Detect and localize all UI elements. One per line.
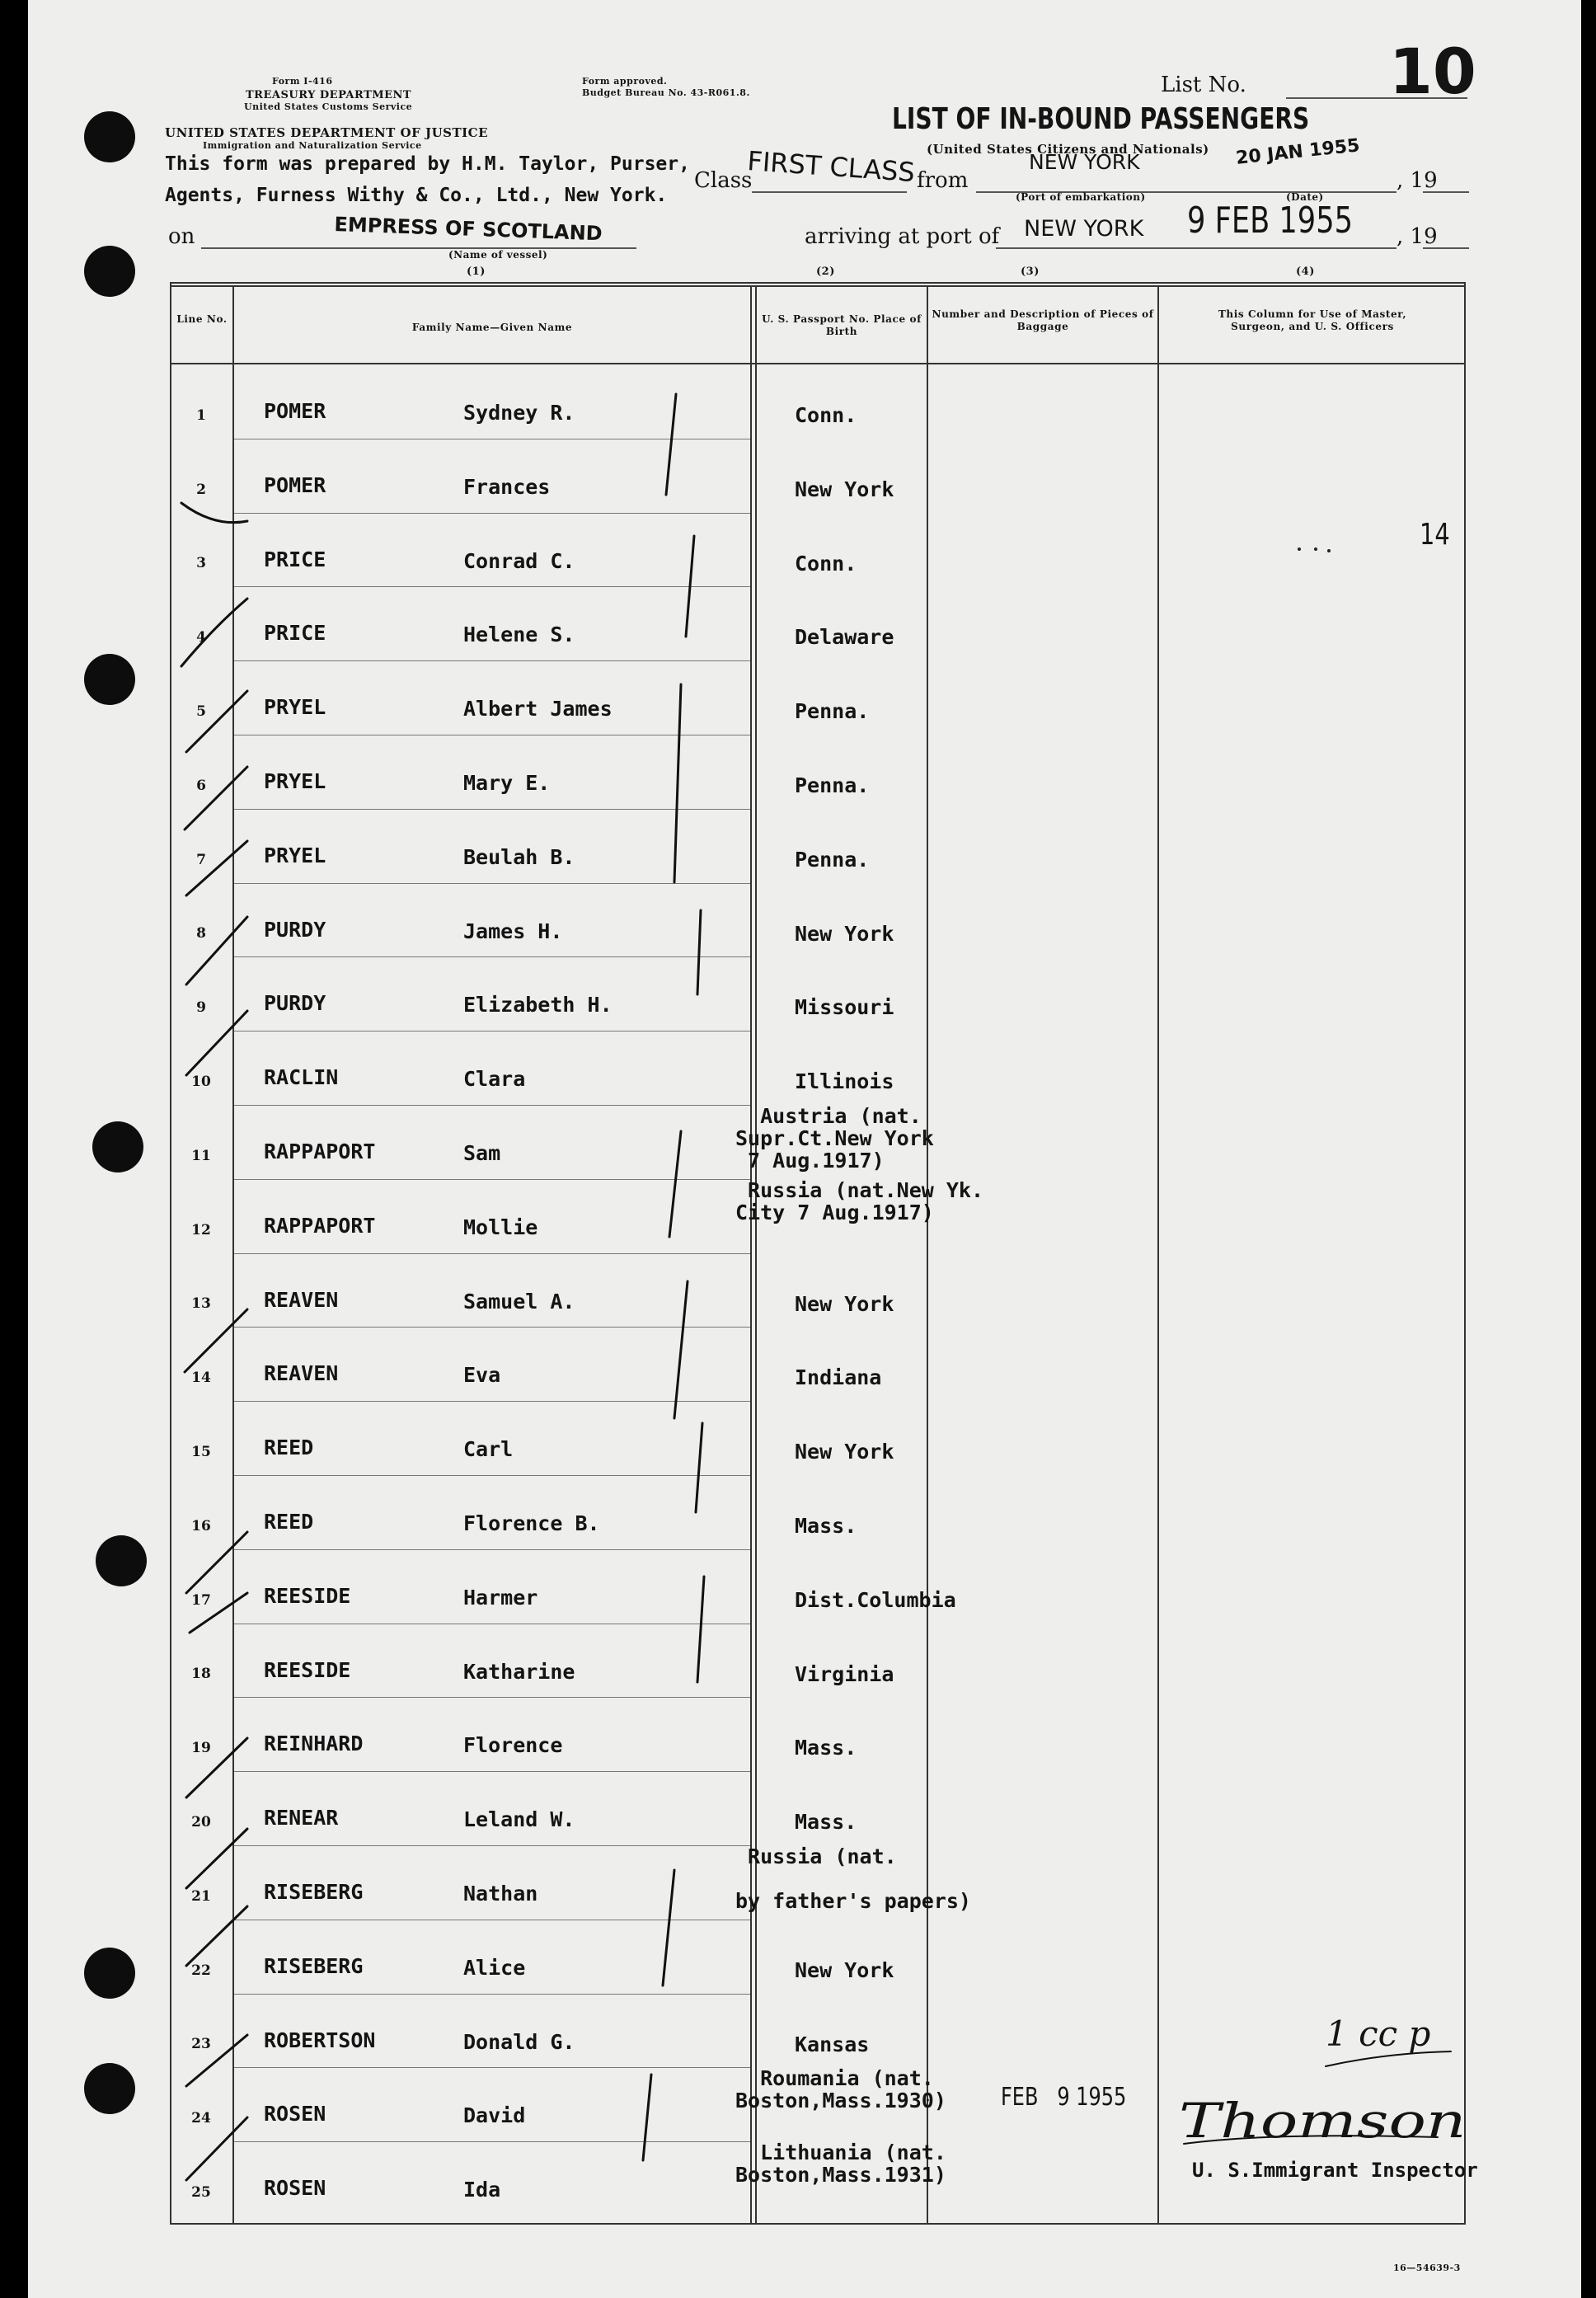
- place-of-birth: New York: [795, 921, 894, 946]
- check-mark: [186, 1829, 247, 1888]
- place-of-birth: Dist.Columbia: [795, 1587, 956, 1612]
- check-mark: [186, 2117, 247, 2180]
- form-number: Form I-416: [272, 76, 333, 87]
- line-number: 10: [191, 1074, 211, 1090]
- check-mark: [186, 1011, 247, 1075]
- given-name: James H.: [463, 919, 563, 943]
- family-name: PURDY: [264, 917, 326, 942]
- list-number: 10: [1389, 35, 1476, 108]
- given-name: Beulah B.: [463, 844, 575, 869]
- given-name: Eva: [463, 1363, 501, 1388]
- place-of-birth: Austria (nat. Supr.Ct.New York 7 Aug.1917): [735, 1104, 934, 1172]
- place-of-birth: New York: [795, 477, 894, 501]
- given-name: David: [463, 2103, 526, 2128]
- family-name: ROSEN: [264, 2102, 326, 2126]
- initials-note: 1 cc p: [1326, 2014, 1431, 2054]
- family-group-stroke: [666, 394, 676, 495]
- family-name: POMER: [264, 472, 326, 497]
- family-name: PRICE: [264, 621, 326, 646]
- line-number: 24: [191, 2110, 211, 2127]
- manifest-subtitle: (United States Citizens and Nationals): [927, 142, 1209, 157]
- line-number: 5: [196, 703, 206, 720]
- given-name: Nathan: [463, 1882, 538, 1906]
- given-name: Donald G.: [463, 2029, 575, 2054]
- place-of-birth: Conn.: [795, 403, 857, 427]
- place-of-birth: Russia (nat.New Yk. City 7 Aug.1917): [735, 1177, 984, 1224]
- given-name: Mary E.: [463, 771, 551, 795]
- ins-heading: Immigration and Naturalization Service: [203, 140, 422, 151]
- given-name: Frances: [463, 474, 551, 499]
- family-name: PRYEL: [264, 695, 326, 720]
- customs-service: United States Customs Service: [244, 101, 413, 112]
- line-number: 23: [191, 2036, 211, 2053]
- line-number: 21: [191, 1887, 211, 1905]
- family-group-stroke: [697, 1577, 704, 1682]
- check-mark: [186, 841, 247, 895]
- line-number: 9: [196, 999, 206, 1017]
- line-number: 19: [191, 1740, 211, 1757]
- given-name: Sam: [463, 1141, 501, 1165]
- family-group-stroke: [686, 536, 694, 637]
- given-name: Alice: [463, 1955, 526, 1980]
- approval-line-2: Budget Bureau No. 43-R061.8.: [582, 87, 750, 98]
- given-name: Helene S.: [463, 623, 575, 647]
- header-line-no: Line No.: [176, 313, 228, 325]
- family-name: PRYEL: [264, 769, 326, 793]
- manifest-title: LIST OF IN-BOUND PASSENGERS: [892, 102, 1310, 136]
- place-of-birth: Mass.: [795, 1736, 857, 1760]
- arrival-date: 9 FEB 1955: [1187, 200, 1353, 242]
- year-suffix-1: , 19: [1396, 168, 1438, 193]
- treasury-dept: TREASURY DEPARTMENT: [246, 89, 412, 101]
- place-of-birth: Penna.: [795, 699, 870, 724]
- list-no-label: List No.: [1161, 73, 1246, 97]
- column-number-2: (2): [816, 266, 835, 278]
- family-name: RAPPAPORT: [264, 1213, 376, 1238]
- family-name: RISEBERG: [264, 1880, 364, 1904]
- inspector-title: U. S.Immigrant Inspector: [1192, 2159, 1478, 2182]
- family-name: POMER: [264, 399, 326, 423]
- place-of-birth: Mass.: [795, 1810, 857, 1835]
- from-label: from: [917, 168, 969, 193]
- check-mark: [186, 691, 247, 752]
- given-name: Florence B.: [463, 1511, 600, 1535]
- check-mark: [181, 599, 247, 666]
- line-number: 16: [191, 1517, 211, 1534]
- line-number: 17: [191, 1591, 211, 1609]
- family-name: PURDY: [264, 991, 326, 1016]
- given-name: Ida: [463, 2178, 501, 2202]
- place-of-birth: Mass.: [795, 1514, 857, 1538]
- check-mark: [186, 1532, 247, 1593]
- given-name: Samuel A.: [463, 1289, 575, 1313]
- family-group-stroke: [674, 684, 681, 882]
- place-of-birth: New York: [795, 1291, 894, 1316]
- given-name: Elizabeth H.: [463, 993, 613, 1017]
- check-mark: [190, 1593, 247, 1633]
- column-number-4: (4): [1296, 266, 1315, 278]
- place-of-birth: Delaware: [795, 625, 894, 650]
- given-name: Clara: [463, 1067, 526, 1092]
- check-mark: [181, 503, 247, 523]
- place-of-birth: Penna.: [795, 773, 870, 797]
- given-name: Leland W.: [463, 1807, 575, 1832]
- place-of-birth: Indiana: [795, 1365, 882, 1390]
- line-number: 22: [191, 1962, 211, 1979]
- check-mark: [185, 1309, 247, 1372]
- from-value: NEW YORK: [1029, 150, 1140, 174]
- class-value: FIRST CLASS: [746, 145, 917, 189]
- arrival-stamp-date: FEB 9 1955: [1001, 2083, 1127, 2112]
- on-label: on: [168, 224, 195, 249]
- family-group-stroke: [674, 1281, 688, 1418]
- line-number: 7: [196, 851, 206, 868]
- given-name: Florence: [463, 1733, 563, 1758]
- family-name: PRYEL: [264, 843, 326, 867]
- family-name: REED: [264, 1510, 314, 1534]
- place-of-birth: Roumania (nat. Boston,Mass.1930): [735, 2066, 946, 2113]
- line-number: 6: [196, 777, 206, 794]
- given-name: Mollie: [463, 1215, 538, 1239]
- inspector-signature: Thomson: [1179, 2093, 1467, 2149]
- check-mark: [185, 767, 247, 829]
- arriving-label: arriving at port of: [805, 224, 1000, 249]
- family-name: PRICE: [264, 547, 326, 571]
- family-name: RISEBERG: [264, 1953, 364, 1978]
- line-number: 1: [196, 406, 206, 424]
- line-number: 3: [196, 555, 206, 572]
- given-name: Carl: [463, 1437, 514, 1462]
- line-number: 13: [191, 1295, 211, 1313]
- family-name: REESIDE: [264, 1583, 351, 1608]
- check-mark: [186, 1738, 247, 1798]
- column-number-1: (1): [467, 266, 486, 278]
- header-passport-birthplace: U. S. Passport No. Place of Birth: [762, 313, 922, 337]
- place-of-birth: New York: [795, 1440, 894, 1464]
- line-number: 8: [196, 925, 206, 942]
- place-of-birth: Virginia: [795, 1661, 894, 1686]
- prepared-by-line-1: This form was prepared by H.M. Taylor, Purser,: [165, 153, 690, 175]
- family-group-stroke: [669, 1131, 681, 1237]
- arrival-port: NEW YORK: [1024, 216, 1144, 242]
- given-name: Albert James: [463, 697, 613, 721]
- check-mark: [186, 1906, 247, 1966]
- line-number: 2: [196, 481, 206, 498]
- given-name: Sydney R.: [463, 401, 575, 425]
- place-of-birth: Kansas: [795, 2032, 870, 2056]
- check-mark: [186, 2035, 247, 2086]
- date-caption: (Date): [1286, 191, 1324, 203]
- doj-heading: UNITED STATES DEPARTMENT OF JUSTICE: [165, 125, 489, 140]
- family-name: REAVEN: [264, 1287, 339, 1312]
- family-group-stroke: [663, 1870, 674, 1985]
- check-mark: [186, 917, 247, 985]
- column-number-3: (3): [1021, 266, 1040, 278]
- place-of-birth: Illinois: [795, 1069, 894, 1094]
- vessel-name: EMPRESS OF SCOTLAND: [334, 213, 603, 246]
- line-number: 11: [191, 1147, 211, 1164]
- given-name: Katharine: [463, 1659, 575, 1684]
- family-name: ROSEN: [264, 2176, 326, 2201]
- place-of-birth: Lithuania (nat. Boston,Mass.1931): [735, 2141, 946, 2188]
- family-name: RACLIN: [264, 1065, 339, 1090]
- line-number: 18: [191, 1666, 211, 1683]
- family-group-stroke: [697, 910, 701, 994]
- family-name: REESIDE: [264, 1657, 351, 1682]
- place-of-birth: Penna.: [795, 847, 870, 872]
- family-name: REAVEN: [264, 1361, 339, 1386]
- class-label: Class: [694, 168, 753, 193]
- prepared-by-line-2: Agents, Furness Withy & Co., Ltd., New York.: [165, 185, 668, 206]
- family-group-stroke: [696, 1423, 702, 1512]
- line-number: 20: [191, 1814, 211, 1830]
- approval-line-1: Form approved.: [582, 76, 668, 87]
- vessel-caption: (Name of vessel): [448, 249, 548, 261]
- given-name: Harmer: [463, 1585, 538, 1610]
- family-name: REINHARD: [264, 1732, 364, 1756]
- header-name: Family Name—Given Name: [411, 322, 573, 333]
- line-number: 12: [191, 1221, 211, 1238]
- embark-date: 20 JAN 1955: [1235, 135, 1361, 169]
- place-of-birth: Missouri: [795, 995, 894, 1020]
- header-baggage: Number and Description of Pieces of Baggage: [932, 308, 1154, 332]
- family-name: ROBERTSON: [264, 2028, 376, 2052]
- line-number: 14: [191, 1370, 211, 1387]
- place-of-birth: Conn.: [795, 551, 857, 576]
- given-name: Conrad C.: [463, 548, 575, 573]
- family-name: REED: [264, 1436, 314, 1460]
- footer-code: 16—54639-3: [1393, 2263, 1461, 2273]
- place-of-birth: Russia (nat. by father's papers): [735, 1845, 971, 1913]
- line-number: 25: [191, 2184, 211, 2201]
- header-officers: This Column for Use of Master, Surgeon, and U. S. Officers: [1218, 308, 1407, 332]
- family-name: RENEAR: [264, 1806, 339, 1830]
- year-suffix-2: , 19: [1396, 224, 1438, 249]
- place-of-birth: New York: [795, 1957, 894, 1982]
- family-name: RAPPAPORT: [264, 1140, 376, 1163]
- family-group-stroke: [643, 2075, 651, 2160]
- count-note: 14: [1420, 518, 1450, 552]
- port-embark-caption: (Port of embarkation): [1016, 191, 1146, 203]
- line-number: 4: [196, 629, 206, 646]
- line-number: 15: [191, 1444, 211, 1460]
